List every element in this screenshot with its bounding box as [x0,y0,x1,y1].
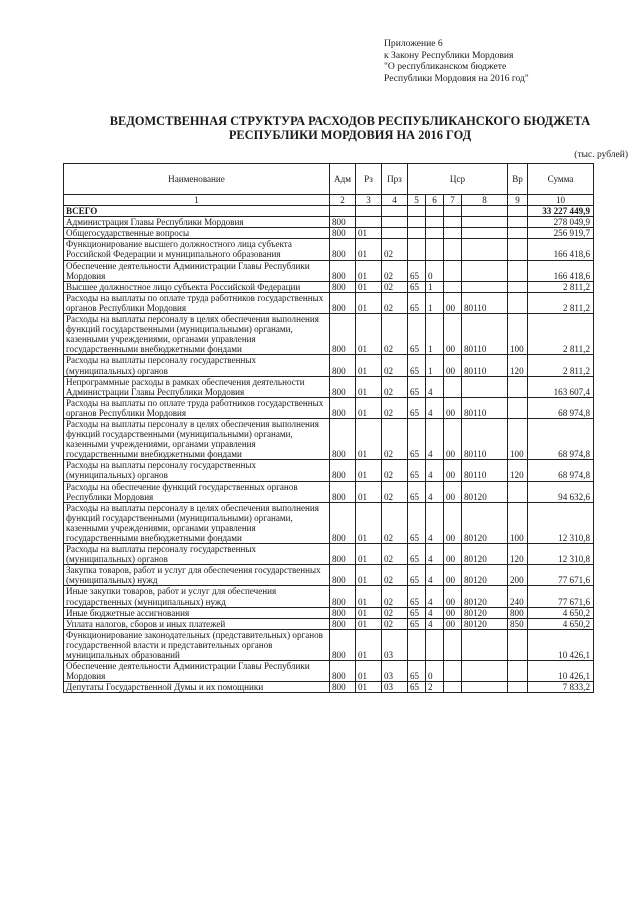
row-rz: 01 [356,239,382,260]
row-csr-2: 4 [426,460,444,481]
row-sum: 33 227 449,9 [528,206,594,217]
row-csr-2: 4 [426,502,444,543]
row-csr-1: 65 [408,618,426,629]
row-adm: 800 [330,217,356,228]
row-adm: 800 [330,397,356,418]
row-sum: 12 310,8 [528,502,594,543]
row-vr: 100 [508,502,528,543]
row-prz: 02 [382,586,408,607]
row-rz: 01 [356,661,382,682]
row-csr-2: 0 [426,661,444,682]
row-csr-1: 65 [408,607,426,618]
row-adm: 800 [330,418,356,459]
row-vr [508,281,528,292]
row-name: Функционирование высшего должностного лица субъекта Российской Федерации и муниципального образования [64,239,330,260]
row-rz: 01 [356,682,382,693]
row-name: Закупка товаров, работ и услуг для обеспечения государственных (муниципальных) нужд [64,565,330,586]
row-vr: 100 [508,314,528,355]
row-csr-1: 65 [408,355,426,376]
row-vr: 120 [508,544,528,565]
row-csr-4 [462,281,508,292]
row-rz: 01 [356,586,382,607]
row-csr-4: 80110 [462,355,508,376]
budget-table [63,163,594,693]
row-rz: 01 [356,376,382,397]
table-row [64,460,594,481]
row-vr [508,682,528,693]
row-csr-1: 65 [408,502,426,543]
row-csr-1: 65 [408,481,426,502]
row-adm: 800 [330,314,356,355]
row-csr-1: 65 [408,460,426,481]
row-name: Непрограммные расходы в рамках обеспечения деятельности Администрации Главы Республики Мордовия [64,376,330,397]
row-adm [330,206,356,217]
row-csr-2: 1 [426,355,444,376]
row-vr [508,661,528,682]
row-csr-2: 2 [426,682,444,693]
row-csr-3 [444,260,462,281]
row-csr-1: 65 [408,281,426,292]
row-adm: 800 [330,460,356,481]
col-number: 10 [528,195,594,206]
row-csr-1: 65 [408,544,426,565]
row-csr-1: 65 [408,314,426,355]
row-rz: 01 [356,544,382,565]
table-row [64,206,594,217]
row-csr-3: 00 [444,618,462,629]
row-prz: 02 [382,502,408,543]
row-csr-3: 00 [444,460,462,481]
row-csr-4 [462,228,508,239]
row-rz: 01 [356,228,382,239]
row-rz: 01 [356,314,382,355]
row-csr-3: 00 [444,544,462,565]
row-name: Депутаты Государственной Думы и их помощники [64,682,330,693]
row-prz: 02 [382,314,408,355]
row-adm: 800 [330,355,356,376]
row-csr-1: 65 [408,376,426,397]
table-row [64,544,594,565]
row-rz: 01 [356,629,382,660]
table-row [64,314,594,355]
row-prz: 02 [382,292,408,313]
annex-note [384,38,529,84]
row-prz [382,206,408,217]
row-name: ВСЕГО [64,206,330,217]
table-row [64,629,594,660]
row-csr-2: 4 [426,618,444,629]
row-csr-2: 4 [426,544,444,565]
row-vr: 120 [508,355,528,376]
table-row [64,481,594,502]
row-csr-2: 4 [426,607,444,618]
row-csr-4: 80110 [462,418,508,459]
row-prz: 02 [382,418,408,459]
row-rz: 01 [356,292,382,313]
column-number-row [64,195,594,206]
row-name: Функционирование законодательных (представительных) органов государственной власти и представительных органов муниципальных образований [64,629,330,660]
row-csr-2: 0 [426,260,444,281]
row-sum: 68 974,8 [528,460,594,481]
row-csr-1: 65 [408,418,426,459]
row-csr-2: 1 [426,281,444,292]
row-sum: 4 650,2 [528,607,594,618]
row-csr-4: 80120 [462,586,508,607]
row-sum: 68 974,8 [528,397,594,418]
row-rz: 01 [356,618,382,629]
row-prz: 02 [382,544,408,565]
row-csr-4 [462,239,508,260]
annex-line-1: Приложение 6 [384,38,443,49]
table-row [64,565,594,586]
row-name: Расходы на выплаты персоналу в целях обеспечения выполнения функций государственными (муниципальными) органами, казенными учреждениями, органами управления государственными внебюджетными фондами [64,418,330,459]
row-csr-1: 65 [408,292,426,313]
row-prz: 02 [382,260,408,281]
table-row [64,586,594,607]
row-sum: 77 671,6 [528,586,594,607]
table-row [64,661,594,682]
row-csr-3: 00 [444,292,462,313]
row-vr [508,206,528,217]
row-adm: 800 [330,292,356,313]
row-csr-2: 4 [426,586,444,607]
row-prz [382,228,408,239]
row-csr-3 [444,217,462,228]
table-row [64,502,594,543]
row-csr-4: 80120 [462,607,508,618]
row-csr-3: 00 [444,314,462,355]
row-name: Иные бюджетные ассигнования [64,607,330,618]
row-prz: 02 [382,481,408,502]
row-csr-2: 1 [426,292,444,313]
row-csr-3: 00 [444,565,462,586]
row-prz: 02 [382,239,408,260]
row-name: Расходы на выплаты персоналу государственных (муниципальных) органов [64,460,330,481]
row-sum: 68 974,8 [528,418,594,459]
row-vr [508,217,528,228]
row-sum: 77 671,6 [528,565,594,586]
header-row [64,164,594,195]
row-vr: 120 [508,460,528,481]
row-csr-3: 00 [444,355,462,376]
table-row [64,260,594,281]
row-csr-2: 4 [426,481,444,502]
table-row [64,217,594,228]
row-adm: 800 [330,376,356,397]
row-sum: 2 811,2 [528,355,594,376]
row-vr: 850 [508,618,528,629]
col-number: 7 [444,195,462,206]
row-vr: 100 [508,418,528,459]
row-csr-1 [408,239,426,260]
row-name: Расходы на выплаты персоналу в целях обеспечения выполнения функций государственными (муниципальными) органами, казенными учреждениями, органами управления государственными внебюджетными фондами [64,314,330,355]
table-row [64,228,594,239]
col-number: 3 [356,195,382,206]
row-sum: 10 426,1 [528,629,594,660]
row-csr-3 [444,661,462,682]
row-name: Обеспечение деятельности Администрации Главы Республики Мордовия [64,661,330,682]
row-csr-2: 4 [426,376,444,397]
row-csr-4: 80120 [462,565,508,586]
row-adm: 800 [330,502,356,543]
row-adm: 800 [330,544,356,565]
row-csr-3 [444,376,462,397]
row-prz: 02 [382,281,408,292]
row-name: Иные закупки товаров, работ и услуг для обеспечения государственных (муниципальных) нужд [64,586,330,607]
row-csr-4 [462,682,508,693]
col-number: 5 [408,195,426,206]
row-name: Уплата налогов, сборов и иных платежей [64,618,330,629]
row-prz: 02 [382,355,408,376]
row-csr-4: 80110 [462,292,508,313]
row-csr-1: 65 [408,586,426,607]
row-name: Обеспечение деятельности Администрации Главы Республики Мордовия [64,260,330,281]
col-number: 9 [508,195,528,206]
row-sum: 2 811,2 [528,281,594,292]
row-adm: 800 [330,565,356,586]
row-csr-2: 1 [426,314,444,355]
row-prz: 03 [382,629,408,660]
row-name: Расходы на обеспечение функций государственных органов Республики Мордовия [64,481,330,502]
row-csr-1 [408,629,426,660]
row-csr-3: 00 [444,397,462,418]
row-sum: 4 650,2 [528,618,594,629]
row-csr-2 [426,217,444,228]
row-sum: 166 418,6 [528,260,594,281]
row-csr-3 [444,206,462,217]
row-csr-1: 65 [408,661,426,682]
row-vr [508,239,528,260]
row-csr-2 [426,629,444,660]
row-prz [382,217,408,228]
header-csr: Цср [408,164,508,195]
header-rz: Рз [356,164,382,195]
row-rz [356,217,382,228]
row-sum: 7 833,2 [528,682,594,693]
row-name: Администрация Главы Республики Мордовия [64,217,330,228]
header-name: Наименование [64,164,330,195]
row-prz: 03 [382,682,408,693]
row-csr-2: 4 [426,397,444,418]
row-name: Расходы на выплаты по оплате труда работников государственных органов Республики Мордовия [64,292,330,313]
row-sum: 166 418,6 [528,239,594,260]
row-rz: 01 [356,355,382,376]
row-csr-3: 00 [444,418,462,459]
row-adm: 800 [330,260,356,281]
row-csr-3: 00 [444,586,462,607]
row-csr-4 [462,206,508,217]
row-csr-4: 80120 [462,544,508,565]
row-rz: 01 [356,397,382,418]
row-adm: 800 [330,481,356,502]
row-rz: 01 [356,260,382,281]
row-csr-4: 80120 [462,502,508,543]
row-csr-3 [444,281,462,292]
table-row [64,682,594,693]
table-row [64,376,594,397]
annex-line-4: Республики Мордовия на 2016 год" [384,72,529,84]
title-line-2: РЕСПУБЛИКИ МОРДОВИЯ НА 2016 ГОД [228,128,472,142]
table-row [64,618,594,629]
row-csr-4: 80110 [462,314,508,355]
row-adm: 800 [330,661,356,682]
row-csr-3 [444,228,462,239]
row-sum: 278 049,9 [528,217,594,228]
row-name: Расходы на выплаты персоналу государственных (муниципальных) органов [64,544,330,565]
row-adm: 800 [330,629,356,660]
row-csr-1: 65 [408,682,426,693]
row-csr-2: 4 [426,565,444,586]
row-name: Расходы на выплаты персоналу в целях обеспечения выполнения функций государственными (муниципальными) органами, казенными учреждениями, органами управления государственными внебюджетными фондами [64,502,330,543]
title-line-1: ВЕДОМСТВЕННАЯ СТРУКТУРА РАСХОДОВ РЕСПУБЛИКАНСКОГО БЮДЖЕТА [109,114,591,128]
row-csr-1 [408,228,426,239]
row-vr [508,397,528,418]
row-adm: 800 [330,586,356,607]
row-prz: 02 [382,565,408,586]
row-prz: 02 [382,618,408,629]
row-adm: 800 [330,281,356,292]
row-rz: 01 [356,481,382,502]
row-sum: 10 426,1 [528,661,594,682]
row-rz: 01 [356,281,382,292]
row-adm: 800 [330,239,356,260]
row-adm: 800 [330,607,356,618]
row-rz: 01 [356,502,382,543]
document-title [60,114,640,142]
row-prz: 02 [382,397,408,418]
row-adm: 800 [330,228,356,239]
annex-line-2: к Закону Республики Мордовия [384,49,514,61]
row-vr: 800 [508,607,528,618]
table-row [64,418,594,459]
row-csr-3: 00 [444,481,462,502]
header-prz: Прз [382,164,408,195]
row-csr-2: 4 [426,418,444,459]
row-vr [508,629,528,660]
row-csr-4 [462,217,508,228]
header-sum: Сумма [528,164,594,195]
annex-line-3: "О республиканском бюджете [384,61,507,73]
table-row [64,397,594,418]
col-number: 4 [382,195,408,206]
row-adm: 800 [330,682,356,693]
row-rz: 01 [356,607,382,618]
row-rz: 01 [356,460,382,481]
row-csr-4: 80120 [462,618,508,629]
row-prz: 02 [382,460,408,481]
row-sum: 256 919,7 [528,228,594,239]
table-row [64,607,594,618]
row-csr-4 [462,661,508,682]
row-sum: 94 632,6 [528,481,594,502]
row-prz: 02 [382,376,408,397]
row-csr-4: 80110 [462,397,508,418]
row-csr-1: 65 [408,397,426,418]
row-csr-3: 00 [444,502,462,543]
row-rz: 01 [356,565,382,586]
col-number: 6 [426,195,444,206]
row-csr-4: 80120 [462,481,508,502]
row-csr-3 [444,682,462,693]
table-row [64,292,594,313]
row-prz: 03 [382,661,408,682]
row-sum: 12 310,8 [528,544,594,565]
row-vr: 240 [508,586,528,607]
row-sum: 2 811,2 [528,314,594,355]
row-csr-1 [408,206,426,217]
header-adm: Адм [330,164,356,195]
row-vr [508,376,528,397]
col-number: 2 [330,195,356,206]
row-rz [356,206,382,217]
row-csr-4 [462,629,508,660]
row-csr-2 [426,239,444,260]
row-csr-3 [444,629,462,660]
row-adm: 800 [330,618,356,629]
row-name: Расходы на выплаты по оплате труда работников государственных органов Республики Мордовия [64,397,330,418]
row-vr [508,481,528,502]
row-rz: 01 [356,418,382,459]
row-csr-4 [462,260,508,281]
row-csr-4: 80110 [462,460,508,481]
units-label: (тыс. рублей) [574,150,628,160]
row-csr-4 [462,376,508,397]
row-sum: 163 607,4 [528,376,594,397]
row-csr-2 [426,206,444,217]
row-vr [508,260,528,281]
row-name: Расходы на выплаты персоналу государственных (муниципальных) органов [64,355,330,376]
header-vr: Вр [508,164,528,195]
row-csr-3: 00 [444,607,462,618]
table-row [64,239,594,260]
col-number: 1 [64,195,330,206]
row-vr: 200 [508,565,528,586]
row-name: Высшее должностное лицо субъекта Российской Федерации [64,281,330,292]
row-vr [508,228,528,239]
table-row [64,355,594,376]
row-csr-3 [444,239,462,260]
row-csr-1: 65 [408,260,426,281]
row-vr [508,292,528,313]
row-name: Общегосударственные вопросы [64,228,330,239]
row-csr-1: 65 [408,565,426,586]
row-sum: 2 811,2 [528,292,594,313]
col-number: 8 [462,195,508,206]
row-prz: 02 [382,607,408,618]
table-row [64,281,594,292]
row-csr-1 [408,217,426,228]
row-csr-2 [426,228,444,239]
